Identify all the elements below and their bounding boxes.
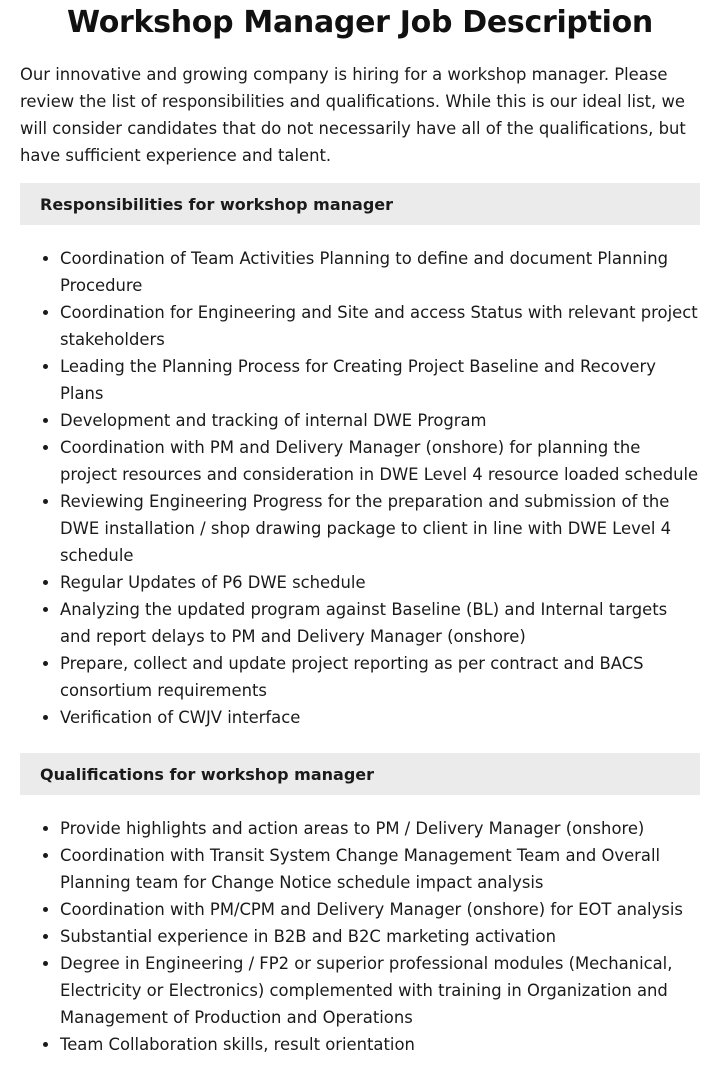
- qualifications-list: [20, 815, 700, 1058]
- list-item: Prepare, collect and update project reporting as per contract and BACS consortium requirements: [60, 650, 700, 704]
- list-item: Leading the Planning Process for Creating Project Baseline and Recovery Plans: [60, 353, 700, 407]
- list-item: Development and tracking of internal DWE Program: [60, 407, 700, 434]
- page-title: Workshop Manager Job Description: [66, 5, 653, 40]
- list-item: Coordination of Team Activities Planning to define and document Planning Procedure: [60, 245, 700, 299]
- intro-paragraph: Our innovative and growing company is hiring for a workshop manager. Please review the list of responsibilities and qualifications. While this is our ideal list, we will consider candidates that do not necessarily have all of the qualifications, but have sufficient experience and talent.: [20, 65, 686, 165]
- qualifications-header: [20, 753, 700, 795]
- list-item: Coordination for Engineering and Site and access Status with relevant project stakeholders: [60, 299, 700, 353]
- list-item: Regular Updates of P6 DWE schedule: [60, 569, 700, 596]
- list-item: Substantial experience in B2B and B2C marketing activation: [60, 923, 700, 950]
- responsibilities-heading: Responsibilities for workshop manager: [40, 194, 394, 214]
- qualifications-heading: Qualifications for workshop manager: [40, 764, 375, 784]
- list-item: Coordination with PM and Delivery Manager (onshore) for planning the project resources and consideration in DWE Level 4 resource loaded schedule: [60, 434, 700, 488]
- list-item: Verification of CWJV interface: [60, 704, 700, 731]
- list-item: Reviewing Engineering Progress for the preparation and submission of the DWE installation / shop drawing package to client in line with DWE Level 4 schedule: [60, 488, 700, 569]
- list-item: Analyzing the updated program against Baseline (BL) and Internal targets and report delays to PM and Delivery Manager (onshore): [60, 596, 700, 650]
- list-item: Provide highlights and action areas to PM / Delivery Manager (onshore): [60, 815, 700, 842]
- list-item: Degree in Engineering / FP2 or superior professional modules (Mechanical, Electricity or Electronics) complemented with training in Organization and Management of Production and Operations: [60, 950, 700, 1031]
- list-item: Coordination with PM/CPM and Delivery Manager (onshore) for EOT analysis: [60, 896, 700, 923]
- responsibilities-list: [20, 245, 700, 731]
- list-item: Team Collaboration skills, result orientation: [60, 1031, 700, 1058]
- list-item: Coordination with Transit System Change Management Team and Overall Planning team for Change Notice schedule impact analysis: [60, 842, 700, 896]
- responsibilities-header: [20, 183, 700, 225]
